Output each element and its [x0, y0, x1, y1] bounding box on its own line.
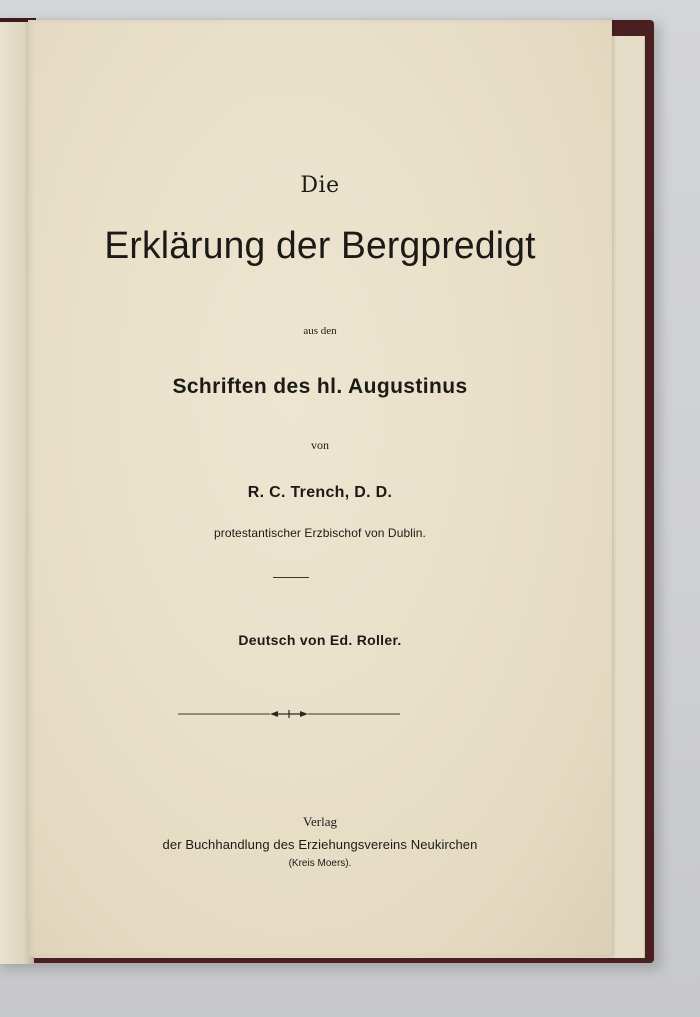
connector-by: von — [311, 438, 329, 452]
author-role: protestantischer Erzbischof von Dublin. — [213, 526, 426, 540]
author-name: R. C. Trench, D. D. — [247, 484, 393, 501]
ornament-rule — [178, 708, 400, 720]
translator-credit: Deutsch von Ed. Roller. — [238, 632, 402, 648]
main-title: Erklärung der Bergpredigt — [104, 225, 536, 267]
connector-from: aus den — [303, 325, 337, 337]
title-article: Die — [300, 173, 340, 198]
publisher-location: (Kreis Moers). — [288, 858, 352, 869]
publisher-label: Verlag — [303, 814, 337, 829]
subtitle: Schriften des hl. Augustinus — [172, 375, 468, 398]
divider-rule — [273, 577, 309, 578]
title-page — [28, 20, 612, 957]
publisher-name: der Buchhandlung des Erziehungsvereins Neukirchen — [162, 837, 478, 852]
